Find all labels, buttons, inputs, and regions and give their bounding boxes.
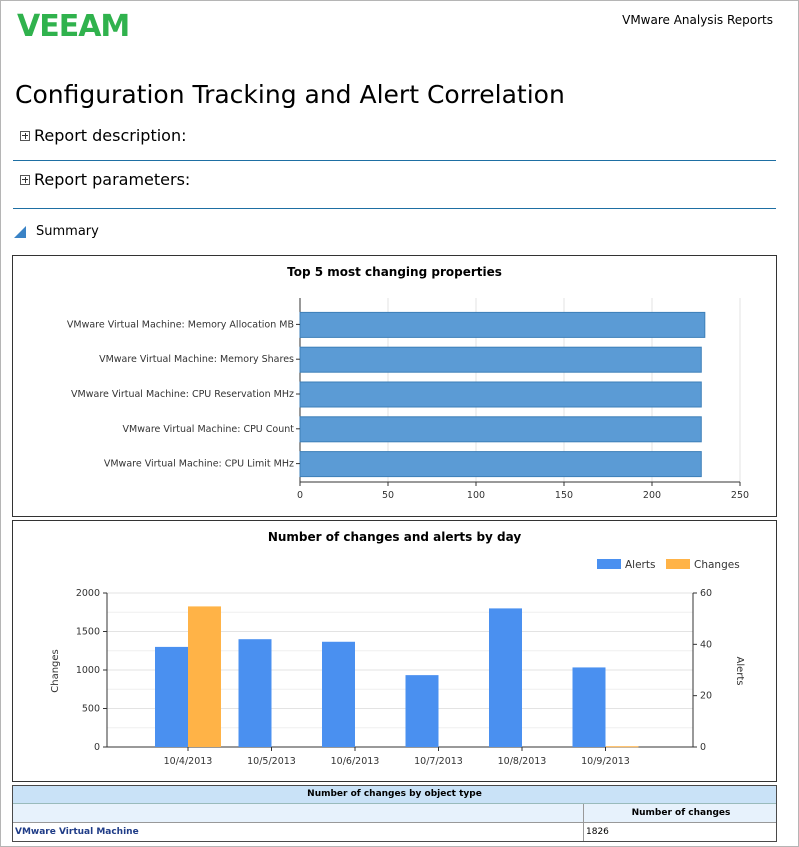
left-tick-label: 500 <box>81 703 100 715</box>
right-tick-label: 40 <box>700 639 713 651</box>
x-tick-label: 10/7/2013 <box>414 756 463 767</box>
top-properties-chart <box>13 256 776 516</box>
divider <box>13 208 776 209</box>
divider <box>13 160 776 161</box>
left-tick-label: 2000 <box>75 588 100 599</box>
category-label: VMware Virtual Machine: CPU Limit MHz <box>103 458 294 470</box>
right-tick-label: 60 <box>700 588 713 599</box>
right-tick-label: 0 <box>700 742 707 753</box>
x-tick-label: 200 <box>642 490 662 501</box>
bar-alerts <box>239 639 272 747</box>
bar-changes <box>606 746 639 747</box>
legend-swatch-alerts <box>597 559 621 569</box>
report-description-label: Report description: <box>34 126 187 145</box>
table-title: Number of changes by object type <box>13 786 776 804</box>
category-label: VMware Virtual Machine: Memory Shares <box>99 354 294 366</box>
left-tick-label: 0 <box>93 742 100 753</box>
x-tick-label: 250 <box>730 490 750 501</box>
table-row <box>13 823 776 841</box>
x-tick-label: 100 <box>466 490 486 501</box>
category-label: VMware Virtual Machine: Memory Allocation MB <box>66 319 294 331</box>
page-title: Configuration Tracking and Alert Correlation <box>15 80 565 109</box>
changes-alerts-chart <box>13 521 776 781</box>
bar-alerts <box>322 642 355 747</box>
bar-alerts <box>573 667 606 747</box>
table-header-row <box>13 804 776 823</box>
x-tick-label: 10/6/2013 <box>330 756 380 767</box>
bar <box>300 347 701 372</box>
chart-title: Number of changes and alerts by day <box>267 530 522 544</box>
chart-title: Top 5 most changing properties <box>287 265 502 279</box>
right-axis-title: Alerts <box>734 656 745 686</box>
x-tick-label: 10/9/2013 <box>581 756 630 767</box>
product-name: VMware Analysis Reports <box>622 13 773 27</box>
left-tick-label: 1500 <box>75 626 100 638</box>
table-header-blank <box>13 804 584 822</box>
top-properties-chart-panel <box>12 255 777 517</box>
legend-label-alerts: Alerts <box>625 559 656 571</box>
table-column-header: Number of changes <box>631 808 731 818</box>
expand-icon <box>20 175 30 185</box>
bar-alerts <box>155 647 188 747</box>
right-tick-label: 20 <box>700 690 713 702</box>
veeam-logo: VEEAM <box>17 9 130 44</box>
left-axis-title: Changes <box>50 649 61 693</box>
summary-label: Summary <box>36 224 99 239</box>
report-parameters-toggle[interactable] <box>20 170 190 189</box>
bar <box>300 312 705 337</box>
changes-count: 1826 <box>586 827 609 837</box>
report-parameters-label: Report parameters: <box>34 170 191 189</box>
collapse-triangle-icon <box>14 226 26 238</box>
x-tick-label: 10/8/2013 <box>497 756 547 767</box>
category-label: VMware Virtual Machine: CPU Reservation MHz <box>71 389 294 400</box>
bar-changes <box>188 606 221 747</box>
left-tick-label: 1000 <box>75 665 100 676</box>
bar-alerts <box>406 675 439 747</box>
legend-label-changes: Changes <box>694 559 740 571</box>
x-tick-label: 50 <box>381 490 395 501</box>
report-description-toggle[interactable] <box>20 126 186 145</box>
changes-alerts-chart-panel <box>12 520 777 782</box>
bar <box>300 452 701 477</box>
changes-by-object-table <box>12 785 777 842</box>
bar <box>300 382 701 407</box>
expand-icon <box>20 131 30 141</box>
bar-alerts <box>489 608 522 747</box>
x-tick-label: 150 <box>554 490 574 501</box>
legend-swatch-changes <box>666 559 690 569</box>
bar <box>300 417 701 442</box>
summary-toggle[interactable] <box>14 224 99 239</box>
x-tick-label: 10/5/2013 <box>247 756 296 767</box>
object-type-link[interactable]: VMware Virtual Machine <box>15 827 139 837</box>
x-tick-label: 10/4/2013 <box>163 756 213 767</box>
x-tick-label: 0 <box>296 490 304 501</box>
category-label: VMware Virtual Machine: CPU Count <box>122 423 294 435</box>
